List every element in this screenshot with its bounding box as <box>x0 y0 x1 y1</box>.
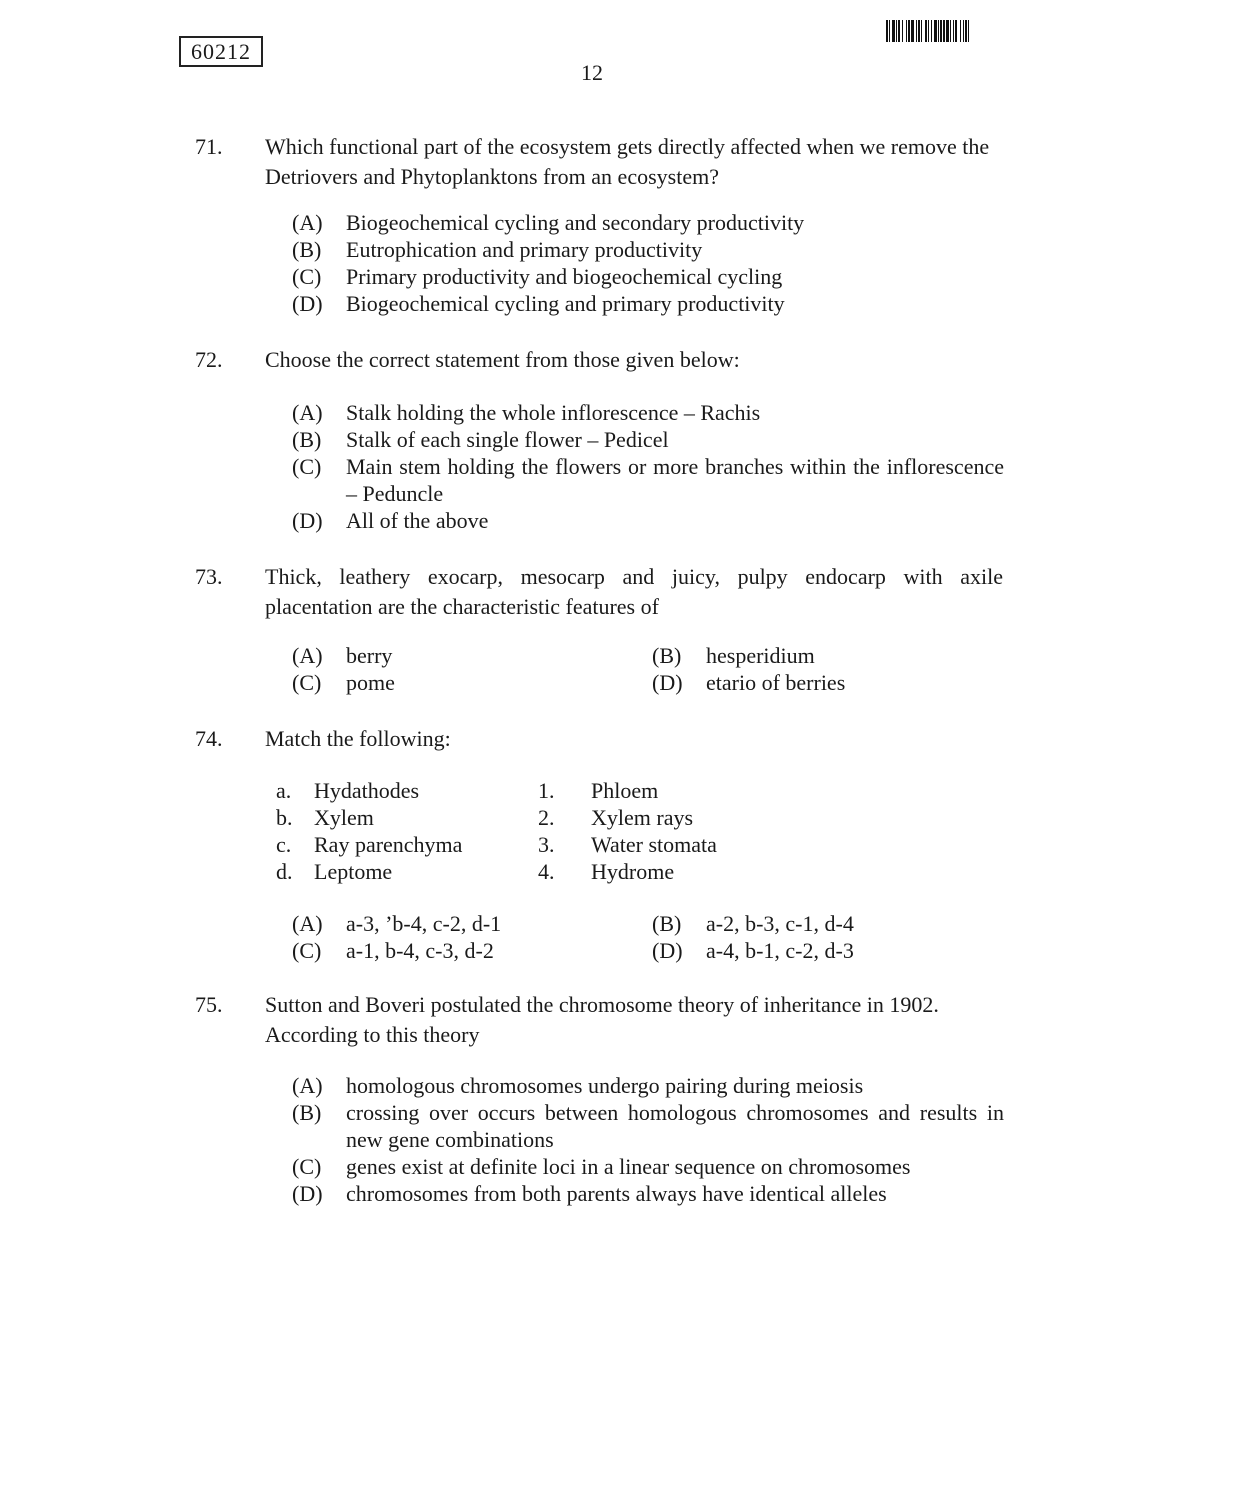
option-d <box>652 937 1012 964</box>
option-d <box>292 290 1004 317</box>
barcode <box>886 20 1044 42</box>
barcode-bar <box>969 20 971 42</box>
match-right-item: Xylem rays <box>591 805 694 830</box>
match-left-item: Ray parenchyma <box>314 832 463 857</box>
option-label: (C) <box>292 938 322 963</box>
option-text: Stalk holding the whole inflorescence – Rachis <box>346 400 761 425</box>
option-a <box>292 209 1004 236</box>
match-left-label: b. <box>276 805 293 830</box>
option-text: berry <box>346 643 393 668</box>
option-text: Biogeochemical cycling and primary productivity <box>346 291 785 316</box>
match-row <box>276 858 791 885</box>
match-left-item: Hydathodes <box>314 778 420 803</box>
option-b <box>292 426 1004 453</box>
match-right-label: 1. <box>538 778 555 803</box>
question-number: 72. <box>195 347 223 372</box>
option-label: (C) <box>292 454 322 479</box>
option-label: (C) <box>292 1154 322 1179</box>
question-text: Choose the correct statement from those given below: <box>265 347 740 372</box>
option-a <box>292 910 652 937</box>
options-73 <box>292 642 1012 696</box>
option-label: (B) <box>292 1100 322 1125</box>
option-b <box>292 1099 1004 1153</box>
option-a <box>292 399 1004 426</box>
options-74 <box>292 910 1012 964</box>
option-text: pome <box>346 670 395 695</box>
match-row <box>276 804 791 831</box>
match-right-label: 3. <box>538 832 555 857</box>
match-left-label: c. <box>276 832 292 857</box>
question-text: Match the following: <box>265 726 451 751</box>
option-text: a-4, b-1, c-2, d-3 <box>706 938 854 963</box>
option-c <box>292 937 652 964</box>
option-d <box>292 507 1004 534</box>
option-c <box>292 669 652 696</box>
match-right-item: Water stomata <box>591 832 717 857</box>
match-row <box>276 777 791 804</box>
option-text: homologous chromosomes undergo pairing during meiosis <box>346 1073 864 1098</box>
option-label: (D) <box>652 670 683 695</box>
match-row <box>276 831 791 858</box>
option-c <box>292 263 1004 290</box>
option-label: (A) <box>292 911 323 936</box>
question-text: Which functional part of the ecosystem gets directly affected when we remove the Detriovers and Phytoplanktons from an ecosystem? <box>265 134 990 189</box>
match-right-item: Phloem <box>591 778 659 803</box>
question-number: 71. <box>195 134 223 159</box>
question-number: 75. <box>195 992 223 1017</box>
option-text: genes exist at definite loci in a linear sequence on chromosomes <box>346 1154 911 1179</box>
option-text: chromosomes from both parents always have identical alleles <box>346 1181 887 1206</box>
question-number: 74. <box>195 726 223 751</box>
option-label: (D) <box>292 508 323 533</box>
question-text: Thick, leathery exocarp, mesocarp and juicy, pulpy endocarp with axile placentation are the characteristic features of <box>265 564 1003 619</box>
option-b <box>292 236 1004 263</box>
option-label: (C) <box>292 264 322 289</box>
option-text: a-3, ’b-4, c-2, d-1 <box>346 911 502 936</box>
option-label: (A) <box>292 210 323 235</box>
option-c <box>292 453 1004 507</box>
option-b <box>652 642 1012 669</box>
page-number: 12 <box>581 60 603 85</box>
option-text: crossing over occurs between homologous chromosomes and results in new gene combinations <box>346 1100 1004 1152</box>
match-left-item: Leptome <box>314 859 393 884</box>
option-text: etario of berries <box>706 670 846 695</box>
option-text: Primary productivity and biogeochemical cycling <box>346 264 783 289</box>
option-text: hesperidium <box>706 643 815 668</box>
match-right-label: 4. <box>538 859 555 884</box>
option-label: (D) <box>292 1181 323 1206</box>
option-label: (B) <box>292 237 322 262</box>
option-d <box>652 669 1012 696</box>
option-a <box>292 642 652 669</box>
option-label: (A) <box>292 1073 323 1098</box>
option-label: (D) <box>652 938 683 963</box>
option-d <box>292 1180 1004 1207</box>
match-left-item: Xylem <box>314 805 374 830</box>
option-b <box>652 910 1012 937</box>
option-label: (B) <box>652 643 682 668</box>
paper-code: 60212 <box>179 36 263 67</box>
match-left-label: d. <box>276 859 293 884</box>
option-c <box>292 1153 1004 1180</box>
match-table <box>276 777 791 885</box>
match-left-label: a. <box>276 778 292 803</box>
option-label: (A) <box>292 643 323 668</box>
option-label: (D) <box>292 291 323 316</box>
options-71 <box>292 209 1004 317</box>
question-text: Sutton and Boveri postulated the chromosome theory of inheritance in 1902. According to this theory <box>265 992 939 1047</box>
option-label: (C) <box>292 670 322 695</box>
option-text: a-2, b-3, c-1, d-4 <box>706 911 854 936</box>
option-text: a-1, b-4, c-3, d-2 <box>346 938 494 963</box>
option-label: (B) <box>652 911 682 936</box>
options-75 <box>292 1072 1004 1207</box>
option-text: All of the above <box>346 508 489 533</box>
match-right-item: Hydrome <box>591 859 675 884</box>
option-a <box>292 1072 1004 1099</box>
options-72 <box>292 399 1004 534</box>
option-text: Biogeochemical cycling and secondary productivity <box>346 210 805 235</box>
question-number: 73. <box>195 564 223 589</box>
match-right-label: 2. <box>538 805 555 830</box>
option-label: (B) <box>292 427 322 452</box>
option-text: Main stem holding the flowers or more branches within the inflorescence – Peduncle <box>346 454 1004 506</box>
option-text: Stalk of each single flower – Pedicel <box>346 427 669 452</box>
option-text: Eutrophication and primary productivity <box>346 237 703 262</box>
option-label: (A) <box>292 400 323 425</box>
